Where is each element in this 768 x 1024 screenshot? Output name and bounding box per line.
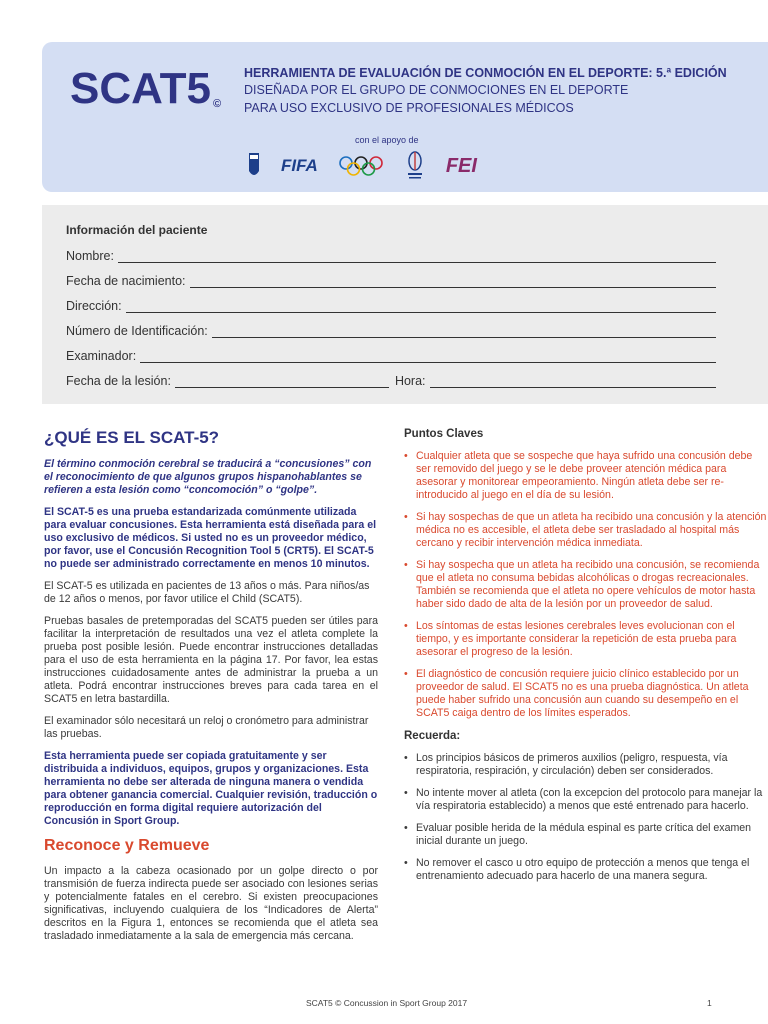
footer-text: SCAT5 © Concussion in Sport Group 2017 — [306, 998, 468, 1008]
name-field[interactable]: Nombre: — [66, 245, 716, 263]
examiner-field[interactable]: Examinador: — [66, 345, 716, 363]
id-number-field[interactable]: Número de Identificación: — [66, 320, 716, 338]
scat5-description: El SCAT-5 es una prueba estandarizada comúnmente utilizada para evaluar concusiones. Esta herramienta está diseñada para el uso exclusivo de médicos. Si usted no es un proveedor médico, por favor, use el Concusión Recognition Tool 5 (CRT5). El SCAT-5 no puede ser administrado correctamente en menos 10 minutos. — [44, 506, 377, 570]
time-input-line[interactable] — [430, 374, 716, 388]
list-item: • Evaluar posible herida de la médula espinal es parte crítica del examen inicial durante un juego. — [404, 822, 768, 848]
fei-logo: FEI — [445, 154, 477, 177]
patient-info-panel — [42, 205, 768, 404]
copyright-note: Esta herramienta puede ser copiada gratuitamente y ser distribuida a individuos, equipos, grupos y organizaciones. Esta herramienta no debe ser alterada de ninguna manera o vendida para obtener ganancia comercial. Cualquier revisión, traducción o reproducción en forma digital requiere autorización del Concusión in Sport Group. — [44, 750, 378, 827]
right-column — [404, 428, 768, 893]
key-points-list — [404, 450, 768, 720]
terminology-note: El término conmoción cerebral se traducirá a “concusiones” con el reconocimiento de que algunos grupos hispanohablantes se refieren a esta lesión como “concomoción” o “golpe”. — [44, 458, 372, 496]
left-column — [44, 428, 378, 952]
list-item: • Si hay sospechas de que un atleta ha recibido una concusión y la atención médica no es accesible, el atleta debe ser trasladado al hospital más cercano y recibir intervención médica inmediata. — [404, 511, 768, 550]
baseline-note: Pruebas basales de pretemporadas del SCAT5 pueden ser útiles para facilitar la interpretación de resultados una vez el atleta complete la prueba post posible lesión. Puede encontrar instrucciones detalladas para el uso de esta herramienta en la página 17. Por favor, lea estas instrucciones cuidadosamente antes de administrar la prueba a un atleta. Podrá encontrar instrucciones breves para cada tarea en el SCAT5 en letra bastardilla. — [44, 615, 378, 705]
list-item: • No intente mover al atleta (con la excepcion del protocolo para manejar la vía respiratoria establecido) a menos que esté entrenado para hacerlo. — [404, 787, 768, 813]
recognize-remove-text: Un impacto a la cabeza ocasionado por un golpe directo o por transmisión de fuerza indirecta puede ser asociado con lesiones serias y potencialmente fatales en el cerebro. Si existen preocupaciones significativas, incluyendo cualquiera de los “Indicadores de Alerta” descritos en la Figura 1, entonces se recomienda que el atleta sea trasladado inmediatamente a la sala de emergencia más cercana. — [44, 865, 378, 942]
world-rugby-logo-icon — [404, 151, 426, 181]
remember-list — [404, 752, 768, 883]
scat5-logo: SCAT5 © — [70, 64, 222, 113]
injury-date-field[interactable]: Fecha de la lesión: Hora: — [66, 370, 716, 388]
examiner-note: El examinador sólo necesitará un reloj o cronómetro para administrar las pruebas. — [44, 715, 369, 740]
page-number: 1 — [707, 998, 712, 1008]
list-item: • Los principios básicos de primeros auxilios (peligro, respuesta, vía respiratoria, respiración, y circulación) deben ser considerados. — [404, 752, 768, 778]
list-item: • Si hay sospecha que un atleta ha recibido una concusión, se recomienda que el atleta no consuma bebidas alcohólicas o drogas recreacionales. También se recomienda que el atleta no opere vehículos de motor hasta haber sido dado de alta de la lesión por un proveedor de salud. — [404, 559, 768, 611]
dob-field[interactable]: Fecha de nacimiento: — [66, 270, 716, 288]
time-label: Hora: — [394, 374, 426, 388]
list-item: • No remover el casco u otro equipo de protección a menos que tenga el entrenamiento adecuado para hacerlo de una manera segura. — [404, 857, 768, 883]
list-item: • Cualquier atleta que se sospeche que haya sufrido una concusión debe ser removido del juego y se le debe proveer atención médica para asesorar y monitorear empeoramiento. Ningún atleta debe ser re-introducido al juego en el día de su lesión. — [404, 450, 768, 502]
list-item: • El diagnóstico de concusión requiere juicio clínico establecido por un proveedor de salud. El SCAT5 no es una prueba diagnóstica. Un atleta puede haber sufrido una concusión aun cuando su desempeño en el SCAT5 caiga dentro de los límites esperados. — [404, 668, 768, 720]
support-label: con el apoyo de — [355, 135, 419, 145]
age-note: El SCAT-5 es utilizada en pacientes de 13 años o más. Para niños/as de 12 años o menos, por favor utilice el Child (SCAT5). — [44, 580, 370, 605]
hockey-logo-icon — [247, 151, 261, 181]
olympic-rings-icon — [338, 155, 384, 177]
remember-title: Recuerda: — [404, 730, 461, 742]
header-subtitle-1: DISEÑADA POR EL GRUPO DE CONMOCIONES EN EL DEPORTE — [244, 83, 629, 97]
recognize-remove-title: Reconoce y Remueve — [44, 837, 210, 854]
key-points-title: Puntos Claves — [404, 428, 484, 440]
header-banner — [42, 42, 768, 192]
address-field[interactable]: Dirección: — [66, 295, 716, 313]
header-title: HERRAMIENTA DE EVALUACIÓN DE CONMOCIÓN EN EL DEPORTE: 5.ª EDICIÓN — [244, 66, 727, 80]
patient-info-heading: Información del paciente — [66, 223, 208, 237]
sponsor-logos — [247, 148, 497, 184]
what-is-scat5-title: ¿QUÉ ES EL SCAT-5? — [44, 428, 220, 447]
header-subtitle-2: PARA USO EXCLUSIVO DE PROFESIONALES MÉDICOS — [244, 101, 574, 115]
fifa-logo: FIFA — [281, 156, 318, 175]
list-item: • Los síntomas de estas lesiones cerebrales leves evolucionan con el tiempo, y es importante considerar la repetición de esta prueba para asesorar el progreso de la lesión. — [404, 620, 768, 659]
